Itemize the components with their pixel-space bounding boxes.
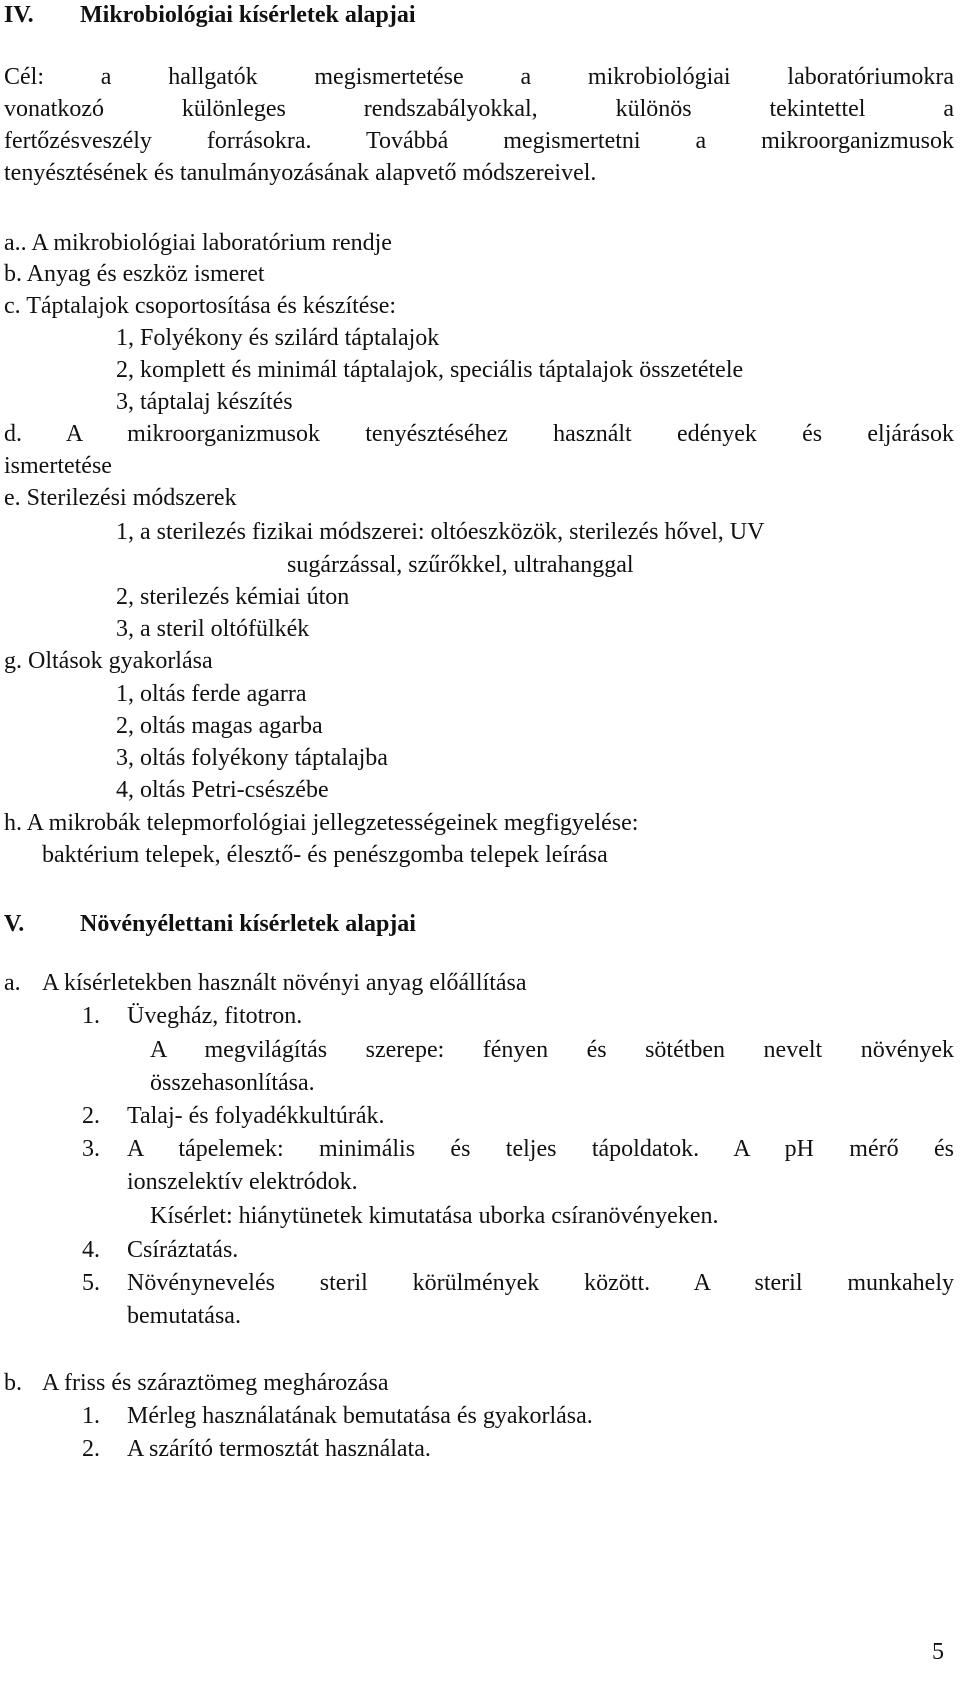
v-b-item-2: A szárító termosztát használata. [127, 1436, 431, 1462]
item-c-sub-3: 3, táptalaj készítés [116, 389, 293, 415]
item-c-sub-2: 2, komplett és minimál táptalajok, speciális táptalajok összetétele [116, 357, 744, 383]
v-a-item-5-line-1: Növénynevelés steril körülmények között. A steril munkahely [127, 1270, 954, 1296]
v-a-title: A kísérletekben használt növényi anyag előállítása [42, 970, 527, 996]
item-e-sub-3: 3, a steril oltófülkék [116, 616, 310, 642]
v-a-num-2: 2. [82, 1103, 100, 1129]
v-a-num-3: 3. [82, 1136, 100, 1162]
item-g-sub-2: 2, oltás magas agarba [116, 713, 323, 739]
section-v-number: V. [4, 911, 25, 937]
item-a: a.. A mikrobiológiai laboratórium rendje [4, 230, 392, 256]
section-v-title: Növényélettani kísérletek alapjai [80, 911, 416, 937]
v-a-item-1-note-1: A megvilágítás szerepe: fényen és sötétben nevelt növények [150, 1037, 954, 1063]
section-iv-number: IV. [4, 2, 34, 28]
goal-line-1: Cél: a hallgatók megismertetése a mikrobiológiai laboratóriumokra [4, 64, 954, 90]
goal-line-4: tenyésztésének és tanulmányozásának alapvető módszereivel. [4, 160, 597, 186]
v-a-num-5: 5. [82, 1270, 100, 1296]
item-g-sub-1: 1, oltás ferde agarra [116, 681, 307, 707]
v-a-num-1: 1. [82, 1003, 100, 1029]
goal-line-3: fertőzésveszély forrásokra. Továbbá megismertetni a mikroorganizmusok [4, 128, 954, 154]
item-e-sub-1a: 1, a sterilezés fizikai módszerei: oltóeszközök, sterilezés hővel, UV [116, 519, 765, 545]
v-b-title: A friss és száraztömeg meghározása [42, 1370, 389, 1396]
page-number: 5 [932, 1639, 944, 1665]
v-a-item-3-note: Kísérlet: hiánytünetek kimutatása uborka csíranövényeken. [150, 1203, 719, 1229]
v-a-item-5-line-2: bemutatása. [127, 1303, 241, 1329]
item-h-line-1: h. A mikrobák telepmorfológiai jellegzetességeinek megfigyelése: [4, 810, 639, 836]
v-a-item-3-line-1: A tápelemek: minimális és teljes tápoldatok. A pH mérő és [127, 1136, 954, 1162]
section-iv-title: Mikrobiológiai kísérletek alapjai [80, 2, 416, 28]
item-e-sub-2: 2, sterilezés kémiai úton [116, 584, 350, 610]
item-c: c. Táptalajok csoportosítása és készítése: [4, 293, 397, 319]
v-a-item-1: Üvegház, fitotron. [127, 1003, 303, 1029]
v-b-num-2: 2. [82, 1436, 100, 1462]
v-a-item-2: Talaj- és folyadékkultúrák. [127, 1103, 385, 1129]
v-a-num-4: 4. [82, 1237, 100, 1263]
item-b: b. Anyag és eszköz ismeret [4, 261, 265, 287]
goal-line-2: vonatkozó különleges rendszabályokkal, különös tekintettel a [4, 96, 954, 122]
item-e-sub-1b: sugárzással, szűrőkkel, ultrahanggal [287, 552, 634, 578]
v-a-item-4: Csíráztatás. [127, 1237, 239, 1263]
v-b-item-1: Mérleg használatának bemutatása és gyakorlása. [127, 1403, 593, 1429]
item-e: e. Sterilezési módszerek [4, 485, 237, 511]
v-a-item-3-line-2: ionszelektív elektródok. [127, 1169, 358, 1195]
v-a-item-1-note-2: összehasonlítása. [150, 1070, 315, 1096]
item-d-line-2: ismertetése [4, 453, 112, 479]
v-a-label: a. [4, 970, 21, 996]
v-b-label: b. [4, 1370, 22, 1396]
item-g: g. Oltások gyakorlása [4, 648, 213, 674]
item-d-line-1: d. A mikroorganizmusok tenyésztéséhez használt edények és eljárások [4, 421, 954, 447]
item-g-sub-3: 3, oltás folyékony táptalajba [116, 745, 388, 771]
item-c-sub-1: 1, Folyékony és szilárd táptalajok [116, 325, 440, 351]
item-h-line-2: baktérium telepek, élesztő- és penészgomba telepek leírása [42, 842, 608, 868]
v-b-num-1: 1. [82, 1403, 100, 1429]
item-g-sub-4: 4, oltás Petri-csészébe [116, 777, 329, 803]
